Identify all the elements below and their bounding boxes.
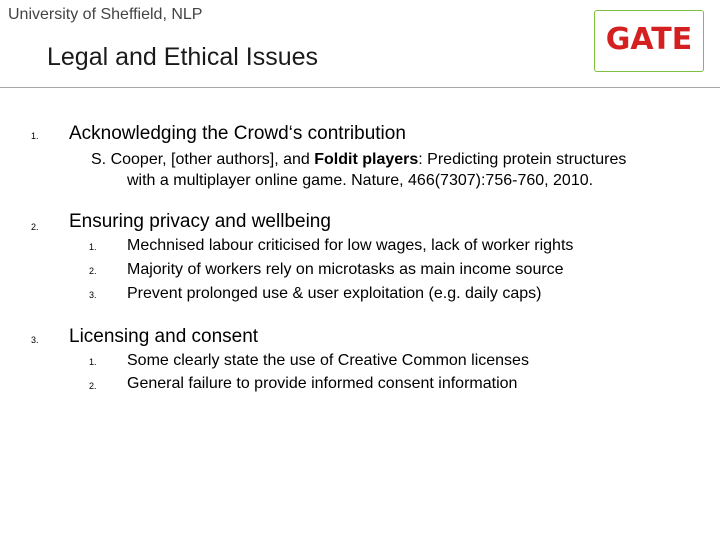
item-3-sub-2-text: General failure to provide informed consent information xyxy=(127,375,518,392)
item-3-number: 3. xyxy=(31,335,39,345)
reference-authors: S. Cooper, [other authors], and xyxy=(91,151,315,168)
item-3-text: Licensing and consent xyxy=(69,326,259,347)
item-2-sub-1-text: Mechnised labour criticised for low wages, lack of worker rights xyxy=(127,237,574,254)
gate-logo xyxy=(594,10,704,72)
item-2-sub-1-number: 1. xyxy=(89,242,97,252)
reference-citation xyxy=(91,149,701,191)
item-2-sub-2-number: 2. xyxy=(89,266,97,276)
reference-title-start: : Predicting protein structures xyxy=(418,151,627,168)
reference-line-2: with a multiplayer online game. Nature, 466(7307):756-760, 2010. xyxy=(127,172,594,189)
slide-title: Legal and Ethical Issues xyxy=(47,43,319,71)
gate-logo-text: GATE xyxy=(605,22,693,57)
item-2-text: Ensuring privacy and wellbeing xyxy=(69,211,331,232)
title-divider xyxy=(0,87,720,88)
item-2-sub-3-number: 3. xyxy=(89,290,97,300)
item-3-sub-2-number: 2. xyxy=(89,381,97,391)
item-3-sub-1-number: 1. xyxy=(89,357,97,367)
item-3-sub-1-text: Some clearly state the use of Creative Common licenses xyxy=(127,352,529,369)
item-1-number: 1. xyxy=(31,131,39,141)
organization-label: University of Sheffield, NLP xyxy=(8,6,203,23)
reference-line-1 xyxy=(91,149,701,170)
item-2-sub-3-text: Prevent prolonged use & user exploitation (e.g. daily caps) xyxy=(127,285,542,302)
item-2-sub-2-text: Majority of workers rely on microtasks as main income source xyxy=(127,261,564,278)
item-1-text: Acknowledging the Crowd‘s contribution xyxy=(69,123,406,144)
reference-bold-authors: Foldit players xyxy=(314,151,419,168)
item-2-number: 2. xyxy=(31,222,39,232)
